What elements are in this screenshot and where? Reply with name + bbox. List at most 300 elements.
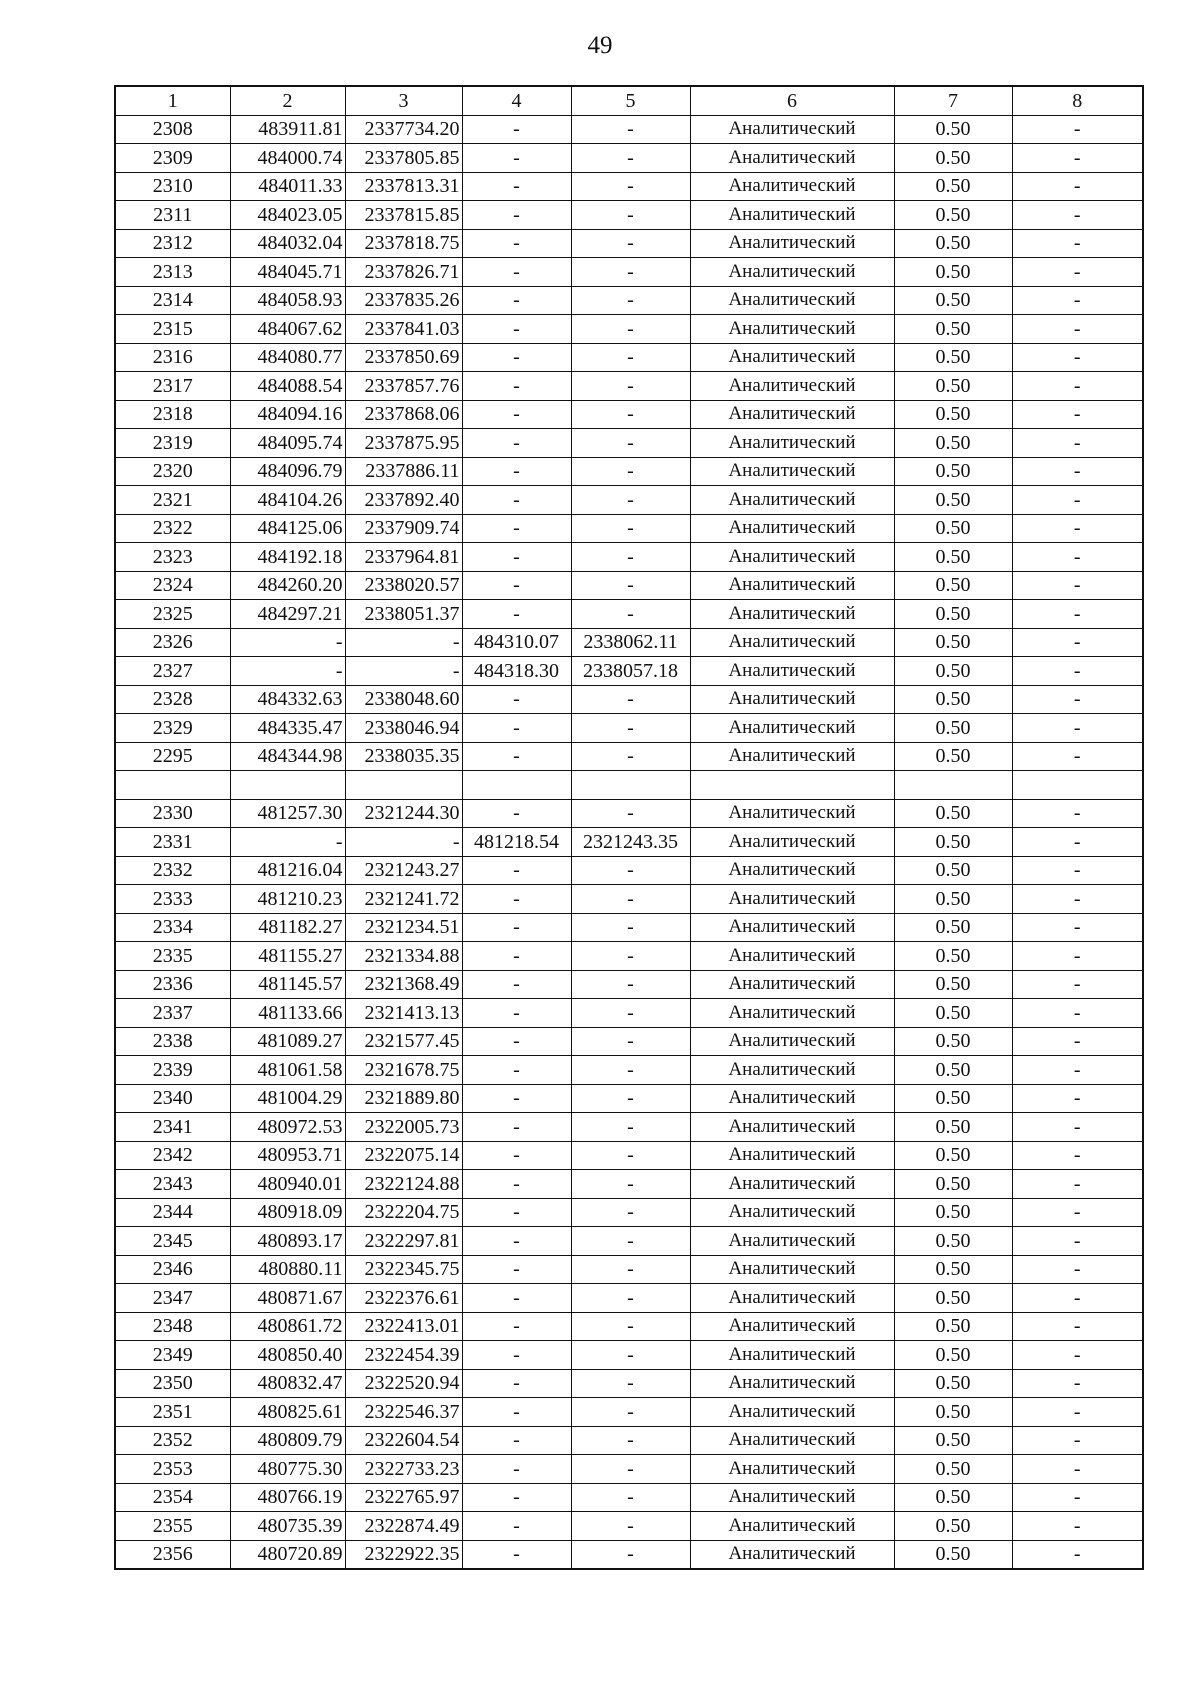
cell-y-coord-alt: - xyxy=(571,457,690,486)
cell-y-coord-alt: - xyxy=(571,1141,690,1170)
cell-method: Аналитический xyxy=(690,742,894,771)
cell-accuracy: 0.50 xyxy=(894,714,1012,743)
table-row xyxy=(115,1198,1143,1227)
cell-y-coord-alt: - xyxy=(571,970,690,999)
cell-x-coord: 484080.77 xyxy=(230,343,345,372)
cell-point-number: 2339 xyxy=(115,1056,230,1085)
cell-note: - xyxy=(1012,144,1143,173)
cell-x-coord: - xyxy=(230,657,345,686)
table-row xyxy=(115,771,1143,800)
cell-x-coord: 484125.06 xyxy=(230,514,345,543)
cell-point-number: 2350 xyxy=(115,1369,230,1398)
cell-x-coord: 484032.04 xyxy=(230,229,345,258)
cell-y-coord-alt: 2338057.18 xyxy=(571,657,690,686)
cell-method: Аналитический xyxy=(690,400,894,429)
table-row xyxy=(115,1512,1143,1541)
cell-x-coord-alt: - xyxy=(462,172,571,201)
cell-point-number xyxy=(115,771,230,800)
cell-point-number: 2333 xyxy=(115,885,230,914)
table-row xyxy=(115,1027,1143,1056)
cell-accuracy: 0.50 xyxy=(894,628,1012,657)
cell-x-coord: 484067.62 xyxy=(230,315,345,344)
cell-note: - xyxy=(1012,1056,1143,1085)
table-row xyxy=(115,885,1143,914)
cell-y-coord-alt: - xyxy=(571,1198,690,1227)
cell-x-coord: - xyxy=(230,628,345,657)
cell-accuracy: 0.50 xyxy=(894,372,1012,401)
cell-note: - xyxy=(1012,1284,1143,1313)
cell-y-coord: - xyxy=(345,628,462,657)
cell-x-coord xyxy=(230,771,345,800)
cell-method: Аналитический xyxy=(690,799,894,828)
cell-note: - xyxy=(1012,799,1143,828)
cell-note: - xyxy=(1012,1426,1143,1455)
cell-note: - xyxy=(1012,714,1143,743)
table-row xyxy=(115,1141,1143,1170)
cell-x-coord: 481182.27 xyxy=(230,913,345,942)
cell-accuracy: 0.50 xyxy=(894,1084,1012,1113)
cell-point-number: 2310 xyxy=(115,172,230,201)
table-row xyxy=(115,1312,1143,1341)
cell-y-coord: 2338051.37 xyxy=(345,600,462,629)
cell-point-number: 2349 xyxy=(115,1341,230,1370)
cell-note: - xyxy=(1012,115,1143,144)
table-row xyxy=(115,970,1143,999)
cell-point-number: 2334 xyxy=(115,913,230,942)
cell-point-number: 2335 xyxy=(115,942,230,971)
cell-note: - xyxy=(1012,1084,1143,1113)
cell-note: - xyxy=(1012,1369,1143,1398)
cell-method: Аналитический xyxy=(690,372,894,401)
cell-accuracy: 0.50 xyxy=(894,315,1012,344)
cell-accuracy: 0.50 xyxy=(894,885,1012,914)
cell-y-coord: 2337850.69 xyxy=(345,343,462,372)
cell-y-coord-alt: - xyxy=(571,315,690,344)
cell-point-number: 2324 xyxy=(115,571,230,600)
cell-y-coord: 2337826.71 xyxy=(345,258,462,287)
cell-method xyxy=(690,771,894,800)
cell-x-coord: 481133.66 xyxy=(230,999,345,1028)
cell-x-coord: 480825.61 xyxy=(230,1398,345,1427)
cell-y-coord-alt: - xyxy=(571,571,690,600)
cell-note: - xyxy=(1012,571,1143,600)
cell-y-coord-alt: - xyxy=(571,1483,690,1512)
cell-point-number: 2318 xyxy=(115,400,230,429)
cell-method: Аналитический xyxy=(690,1483,894,1512)
cell-x-coord-alt: - xyxy=(462,1341,571,1370)
cell-note: - xyxy=(1012,1027,1143,1056)
cell-y-coord: 2322733.23 xyxy=(345,1455,462,1484)
cell-x-coord-alt: - xyxy=(462,1198,571,1227)
cell-method: Аналитический xyxy=(690,885,894,914)
table-row xyxy=(115,1483,1143,1512)
cell-x-coord-alt: 481218.54 xyxy=(462,828,571,857)
cell-note xyxy=(1012,771,1143,800)
cell-x-coord: 484058.93 xyxy=(230,286,345,315)
table-row xyxy=(115,201,1143,230)
cell-accuracy: 0.50 xyxy=(894,514,1012,543)
cell-x-coord: 484260.20 xyxy=(230,571,345,600)
cell-point-number: 2314 xyxy=(115,286,230,315)
cell-x-coord-alt: - xyxy=(462,229,571,258)
cell-x-coord-alt: - xyxy=(462,258,571,287)
cell-x-coord-alt: - xyxy=(462,486,571,515)
cell-note: - xyxy=(1012,742,1143,771)
cell-method: Аналитический xyxy=(690,1284,894,1313)
cell-y-coord-alt: - xyxy=(571,1170,690,1199)
cell-y-coord-alt: - xyxy=(571,1056,690,1085)
cell-note: - xyxy=(1012,657,1143,686)
cell-note: - xyxy=(1012,1483,1143,1512)
cell-note: - xyxy=(1012,1540,1143,1569)
cell-method: Аналитический xyxy=(690,1398,894,1427)
cell-method: Аналитический xyxy=(690,144,894,173)
cell-y-coord: 2337734.20 xyxy=(345,115,462,144)
cell-note: - xyxy=(1012,1141,1143,1170)
cell-x-coord-alt: - xyxy=(462,600,571,629)
cell-x-coord: 484104.26 xyxy=(230,486,345,515)
cell-note: - xyxy=(1012,172,1143,201)
cell-y-coord: 2322204.75 xyxy=(345,1198,462,1227)
cell-accuracy: 0.50 xyxy=(894,1369,1012,1398)
cell-accuracy: 0.50 xyxy=(894,1170,1012,1199)
cell-method: Аналитический xyxy=(690,258,894,287)
cell-x-coord-alt: - xyxy=(462,1113,571,1142)
cell-accuracy: 0.50 xyxy=(894,258,1012,287)
table-row xyxy=(115,913,1143,942)
cell-x-coord-alt: - xyxy=(462,1540,571,1569)
cell-x-coord: 484344.98 xyxy=(230,742,345,771)
cell-y-coord: 2337841.03 xyxy=(345,315,462,344)
cell-y-coord-alt: - xyxy=(571,429,690,458)
cell-method: Аналитический xyxy=(690,1512,894,1541)
cell-x-coord-alt: - xyxy=(462,1227,571,1256)
cell-accuracy: 0.50 xyxy=(894,201,1012,230)
cell-x-coord: 480953.71 xyxy=(230,1141,345,1170)
cell-accuracy: 0.50 xyxy=(894,742,1012,771)
cell-note: - xyxy=(1012,514,1143,543)
cell-x-coord-alt: - xyxy=(462,1027,571,1056)
cell-point-number: 2321 xyxy=(115,486,230,515)
cell-x-coord: 481089.27 xyxy=(230,1027,345,1056)
cell-method: Аналитический xyxy=(690,1027,894,1056)
table-row xyxy=(115,742,1143,771)
cell-x-coord-alt: - xyxy=(462,856,571,885)
cell-y-coord-alt: 2321243.35 xyxy=(571,828,690,857)
cell-y-coord-alt: - xyxy=(571,1398,690,1427)
table-row xyxy=(115,486,1143,515)
cell-note: - xyxy=(1012,400,1143,429)
cell-accuracy: 0.50 xyxy=(894,1312,1012,1341)
cell-point-number: 2328 xyxy=(115,685,230,714)
header-cell: 7 xyxy=(894,86,1012,115)
cell-x-coord: 481145.57 xyxy=(230,970,345,999)
cell-x-coord: 480940.01 xyxy=(230,1170,345,1199)
cell-x-coord: 484297.21 xyxy=(230,600,345,629)
cell-note: - xyxy=(1012,1312,1143,1341)
cell-point-number: 2353 xyxy=(115,1455,230,1484)
cell-x-coord-alt: - xyxy=(462,742,571,771)
cell-x-coord: 480775.30 xyxy=(230,1455,345,1484)
header-cell: 4 xyxy=(462,86,571,115)
cell-note: - xyxy=(1012,343,1143,372)
cell-x-coord: 481061.58 xyxy=(230,1056,345,1085)
table-row xyxy=(115,172,1143,201)
cell-x-coord-alt: - xyxy=(462,201,571,230)
cell-x-coord-alt: - xyxy=(462,1369,571,1398)
table-row xyxy=(115,1455,1143,1484)
cell-y-coord: 2337815.85 xyxy=(345,201,462,230)
cell-x-coord: 480972.53 xyxy=(230,1113,345,1142)
cell-note: - xyxy=(1012,885,1143,914)
cell-x-coord: 483911.81 xyxy=(230,115,345,144)
cell-accuracy xyxy=(894,771,1012,800)
cell-accuracy: 0.50 xyxy=(894,799,1012,828)
cell-y-coord-alt: - xyxy=(571,343,690,372)
table-row xyxy=(115,1398,1143,1427)
cell-method: Аналитический xyxy=(690,115,894,144)
cell-x-coord-alt: - xyxy=(462,343,571,372)
cell-point-number: 2356 xyxy=(115,1540,230,1569)
cell-accuracy: 0.50 xyxy=(894,172,1012,201)
cell-x-coord-alt: - xyxy=(462,372,571,401)
table-row xyxy=(115,628,1143,657)
cell-method: Аналитический xyxy=(690,571,894,600)
table-row xyxy=(115,942,1143,971)
cell-x-coord-alt: 484318.30 xyxy=(462,657,571,686)
cell-method: Аналитический xyxy=(690,1341,894,1370)
cell-x-coord: 484192.18 xyxy=(230,543,345,572)
cell-accuracy: 0.50 xyxy=(894,600,1012,629)
cell-point-number: 2308 xyxy=(115,115,230,144)
cell-y-coord: 2321243.27 xyxy=(345,856,462,885)
cell-point-number: 2316 xyxy=(115,343,230,372)
cell-method: Аналитический xyxy=(690,628,894,657)
cell-y-coord: 2322765.97 xyxy=(345,1483,462,1512)
cell-accuracy: 0.50 xyxy=(894,429,1012,458)
cell-accuracy: 0.50 xyxy=(894,1512,1012,1541)
cell-point-number: 2309 xyxy=(115,144,230,173)
cell-point-number: 2317 xyxy=(115,372,230,401)
cell-y-coord-alt: - xyxy=(571,1084,690,1113)
cell-y-coord: 2337886.11 xyxy=(345,457,462,486)
cell-x-coord: 484011.33 xyxy=(230,172,345,201)
cell-y-coord-alt: - xyxy=(571,999,690,1028)
cell-accuracy: 0.50 xyxy=(894,571,1012,600)
cell-note: - xyxy=(1012,258,1143,287)
cell-accuracy: 0.50 xyxy=(894,1398,1012,1427)
cell-y-coord-alt: 2338062.11 xyxy=(571,628,690,657)
cell-point-number: 2346 xyxy=(115,1255,230,1284)
cell-point-number: 2345 xyxy=(115,1227,230,1256)
cell-accuracy: 0.50 xyxy=(894,1056,1012,1085)
cell-accuracy: 0.50 xyxy=(894,543,1012,572)
cell-y-coord: 2337857.76 xyxy=(345,372,462,401)
cell-x-coord-alt: - xyxy=(462,1455,571,1484)
cell-x-coord: 484096.79 xyxy=(230,457,345,486)
cell-method: Аналитический xyxy=(690,714,894,743)
cell-x-coord: 484094.16 xyxy=(230,400,345,429)
table-row xyxy=(115,657,1143,686)
cell-note: - xyxy=(1012,828,1143,857)
table-row xyxy=(115,1369,1143,1398)
cell-x-coord-alt: - xyxy=(462,913,571,942)
cell-x-coord-alt: - xyxy=(462,1483,571,1512)
cell-method: Аналитический xyxy=(690,999,894,1028)
cell-x-coord: 480720.89 xyxy=(230,1540,345,1569)
cell-point-number: 2315 xyxy=(115,315,230,344)
cell-x-coord-alt: - xyxy=(462,1284,571,1313)
table-row xyxy=(115,1113,1143,1142)
cell-x-coord-alt: - xyxy=(462,942,571,971)
cell-method: Аналитический xyxy=(690,657,894,686)
cell-x-coord-alt xyxy=(462,771,571,800)
table-row xyxy=(115,1284,1143,1313)
cell-x-coord-alt: - xyxy=(462,970,571,999)
cell-point-number: 2348 xyxy=(115,1312,230,1341)
cell-y-coord-alt xyxy=(571,771,690,800)
cell-method: Аналитический xyxy=(690,1113,894,1142)
cell-point-number: 2330 xyxy=(115,799,230,828)
header-cell: 2 xyxy=(230,86,345,115)
table-row xyxy=(115,999,1143,1028)
cell-y-coord-alt: - xyxy=(571,885,690,914)
cell-x-coord: 480766.19 xyxy=(230,1483,345,1512)
cell-x-coord-alt: - xyxy=(462,315,571,344)
cell-method: Аналитический xyxy=(690,543,894,572)
cell-x-coord-alt: - xyxy=(462,400,571,429)
table-row xyxy=(115,1341,1143,1370)
cell-point-number: 2342 xyxy=(115,1141,230,1170)
cell-note: - xyxy=(1012,1455,1143,1484)
cell-x-coord-alt: - xyxy=(462,685,571,714)
table-row xyxy=(115,685,1143,714)
cell-method: Аналитический xyxy=(690,172,894,201)
cell-y-coord-alt: - xyxy=(571,201,690,230)
cell-y-coord: 2322874.49 xyxy=(345,1512,462,1541)
cell-x-coord-alt: 484310.07 xyxy=(462,628,571,657)
cell-x-coord-alt: - xyxy=(462,543,571,572)
cell-x-coord-alt: - xyxy=(462,115,571,144)
cell-method: Аналитический xyxy=(690,828,894,857)
cell-note: - xyxy=(1012,315,1143,344)
cell-note: - xyxy=(1012,429,1143,458)
cell-x-coord: 481216.04 xyxy=(230,856,345,885)
table-row xyxy=(115,1170,1143,1199)
table-row xyxy=(115,543,1143,572)
cell-note: - xyxy=(1012,1198,1143,1227)
cell-accuracy: 0.50 xyxy=(894,486,1012,515)
cell-y-coord: 2321334.88 xyxy=(345,942,462,971)
cell-y-coord-alt: - xyxy=(571,799,690,828)
cell-method: Аналитический xyxy=(690,1141,894,1170)
table-row xyxy=(115,828,1143,857)
cell-y-coord: 2322124.88 xyxy=(345,1170,462,1199)
cell-accuracy: 0.50 xyxy=(894,115,1012,144)
cell-accuracy: 0.50 xyxy=(894,144,1012,173)
cell-x-coord-alt: - xyxy=(462,1512,571,1541)
cell-method: Аналитический xyxy=(690,1369,894,1398)
cell-accuracy: 0.50 xyxy=(894,1255,1012,1284)
cell-x-coord-alt: - xyxy=(462,1398,571,1427)
cell-y-coord-alt: - xyxy=(571,543,690,572)
cell-method: Аналитический xyxy=(690,1056,894,1085)
cell-note: - xyxy=(1012,999,1143,1028)
cell-note: - xyxy=(1012,1170,1143,1199)
cell-y-coord: 2321889.80 xyxy=(345,1084,462,1113)
cell-accuracy: 0.50 xyxy=(894,286,1012,315)
cell-point-number: 2343 xyxy=(115,1170,230,1199)
cell-point-number: 2322 xyxy=(115,514,230,543)
cell-point-number: 2325 xyxy=(115,600,230,629)
cell-y-coord: 2337909.74 xyxy=(345,514,462,543)
table-row xyxy=(115,600,1143,629)
cell-method: Аналитический xyxy=(690,913,894,942)
cell-y-coord-alt: - xyxy=(571,1312,690,1341)
cell-accuracy: 0.50 xyxy=(894,970,1012,999)
cell-y-coord-alt: - xyxy=(571,1027,690,1056)
cell-point-number: 2352 xyxy=(115,1426,230,1455)
cell-accuracy: 0.50 xyxy=(894,1483,1012,1512)
cell-x-coord: 480832.47 xyxy=(230,1369,345,1398)
cell-y-coord-alt: - xyxy=(571,942,690,971)
cell-y-coord-alt: - xyxy=(571,286,690,315)
cell-accuracy: 0.50 xyxy=(894,1227,1012,1256)
cell-x-coord-alt: - xyxy=(462,1141,571,1170)
table-row xyxy=(115,229,1143,258)
cell-x-coord: 480850.40 xyxy=(230,1341,345,1370)
cell-x-coord: 484095.74 xyxy=(230,429,345,458)
cell-x-coord: 481257.30 xyxy=(230,799,345,828)
cell-y-coord: 2322297.81 xyxy=(345,1227,462,1256)
table-row xyxy=(115,1084,1143,1113)
table-row xyxy=(115,115,1143,144)
cell-y-coord-alt: - xyxy=(571,1455,690,1484)
cell-x-coord: 480918.09 xyxy=(230,1198,345,1227)
cell-accuracy: 0.50 xyxy=(894,657,1012,686)
table-row xyxy=(115,429,1143,458)
cell-x-coord-alt: - xyxy=(462,1426,571,1455)
cell-x-coord-alt: - xyxy=(462,1255,571,1284)
cell-x-coord-alt: - xyxy=(462,514,571,543)
cell-x-coord: 484332.63 xyxy=(230,685,345,714)
cell-note: - xyxy=(1012,1512,1143,1541)
cell-x-coord-alt: - xyxy=(462,571,571,600)
cell-method: Аналитический xyxy=(690,1312,894,1341)
cell-y-coord: 2322546.37 xyxy=(345,1398,462,1427)
cell-note: - xyxy=(1012,229,1143,258)
cell-point-number: 2331 xyxy=(115,828,230,857)
cell-x-coord-alt: - xyxy=(462,999,571,1028)
cell-accuracy: 0.50 xyxy=(894,1198,1012,1227)
cell-y-coord: 2321577.45 xyxy=(345,1027,462,1056)
table-row xyxy=(115,457,1143,486)
cell-y-coord-alt: - xyxy=(571,400,690,429)
cell-method: Аналитический xyxy=(690,286,894,315)
table-row xyxy=(115,714,1143,743)
cell-note: - xyxy=(1012,600,1143,629)
cell-x-coord: 480735.39 xyxy=(230,1512,345,1541)
cell-point-number: 2313 xyxy=(115,258,230,287)
cell-x-coord: 481155.27 xyxy=(230,942,345,971)
cell-x-coord: - xyxy=(230,828,345,857)
table-row xyxy=(115,1056,1143,1085)
cell-note: - xyxy=(1012,1398,1143,1427)
cell-method: Аналитический xyxy=(690,429,894,458)
table-row xyxy=(115,856,1143,885)
cell-method: Аналитический xyxy=(690,1198,894,1227)
cell-accuracy: 0.50 xyxy=(894,229,1012,258)
